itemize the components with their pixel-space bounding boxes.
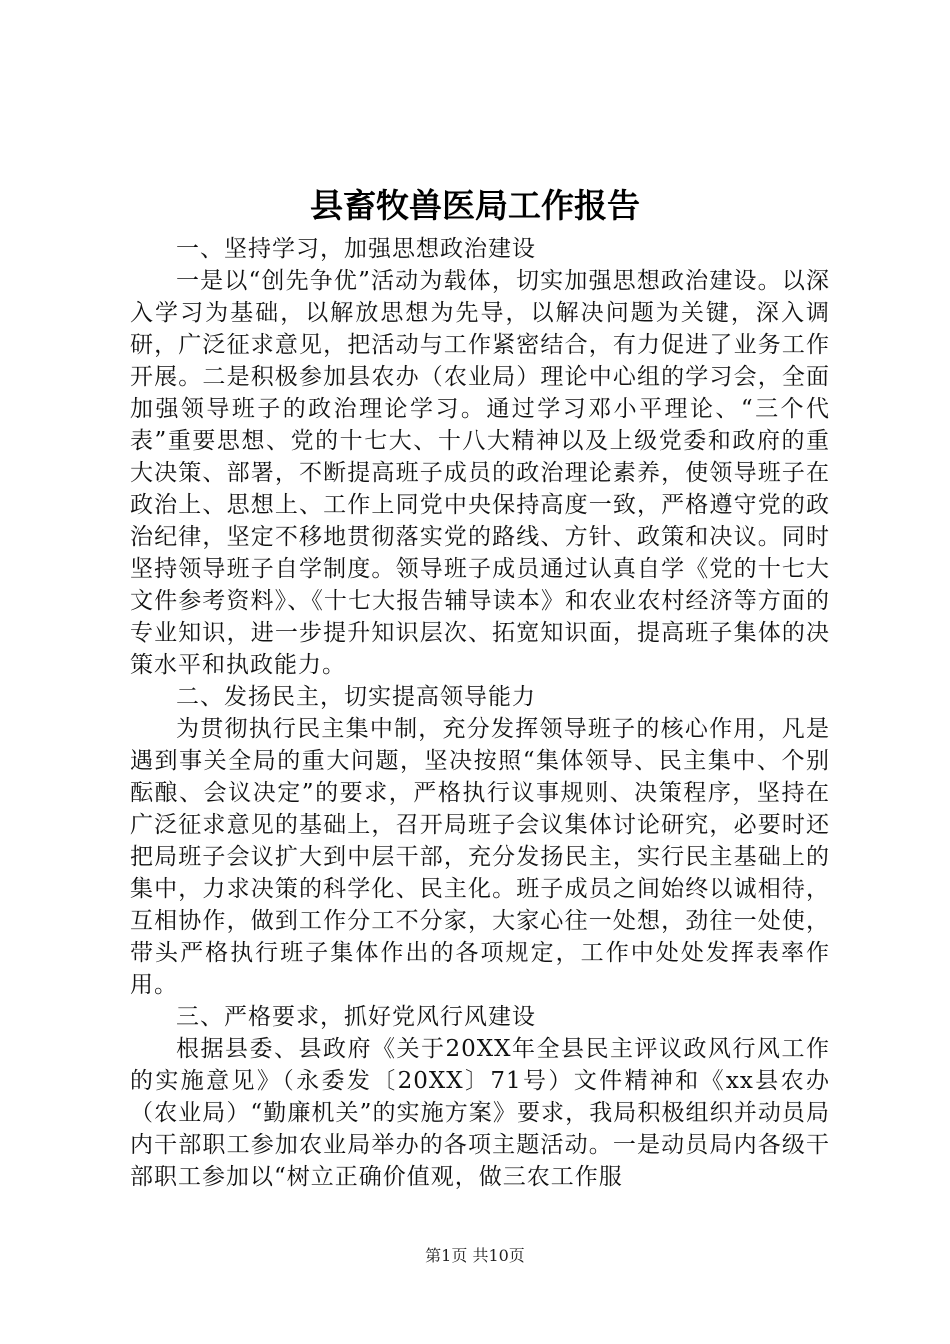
section-paragraph-3: 根据县委、县政府《关于20XX年全县民主评议政风行风工作的实施意见》（永委发〔20XX〕71号）文件精神和《xx县农办（农业局）“勤廉机关”的实施方案》要求，我局积极组织并动员局内干部职工参加农业局举办的各项主题活动。一是动员局内各级干部职工参加以“树立正确价值观，做三农工作服 bbox=[130, 1036, 830, 1190]
section-paragraph-2: 为贯彻执行民主集中制，充分发挥领导班子的核心作用，凡是遇到事关全局的重大问题，坚决按照“集体领导、民主集中、个别酝酿、会议决定”的要求，严格执行议事规则、决策程序，坚持在广泛征求意见的基础上，召开局班子会议集体讨论研究，必要时还把局班子会议扩大到中层干部，充分发扬民主，实行民主基础上的集中，力求决策的科学化、民主化。班子成员之间始终以诚相待，互相协作，做到工作分工不分家，大家心往一处想，劲往一处使，带头严格执行班子集体作出的各项规定，工作中处处发挥表率作用。 bbox=[130, 716, 830, 998]
document-body bbox=[130, 233, 830, 1193]
section-heading-1: 一、坚持学习，加强思想政治建设 bbox=[176, 236, 536, 262]
page-footer: 第1页 共10页 bbox=[425, 1246, 525, 1265]
section-heading-2: 二、发扬民主，切实提高领导能力 bbox=[176, 684, 536, 710]
document-title: 县畜牧兽医局工作报告 bbox=[310, 186, 640, 225]
section-heading-3: 三、严格要求，抓好党风行风建设 bbox=[176, 1004, 536, 1030]
section-paragraph-1: 一是以“创先争优”活动为载体，切实加强思想政治建设。以深入学习为基础，以解放思想为先导，以解决问题为关键，深入调研，广泛征求意见，把活动与工作紧密结合，有力促进了业务工作开展。二是积极参加县农办（农业局）理论中心组的学习会，全面加强领导班子的政治理论学习。通过学习邓小平理论、“三个代表”重要思想、党的十七大、十八大精神以及上级党委和政府的重大决策、部署，不断提高班子成员的政治理论素养，使领导班子在政治上、思想上、工作上同党中央保持高度一致，严格遵守党的政治纪律，坚定不移地贯彻落实党的路线、方针、政策和决议。同时坚持领导班子自学制度。领导班子成员通过认真自学《党的十七大文件参考资料》、《十七大报告辅导读本》和农业农村经济等方面的专业知识，进一步提升知识层次、拓宽知识面，提高班子集体的决策水平和执政能力。 bbox=[130, 268, 830, 678]
